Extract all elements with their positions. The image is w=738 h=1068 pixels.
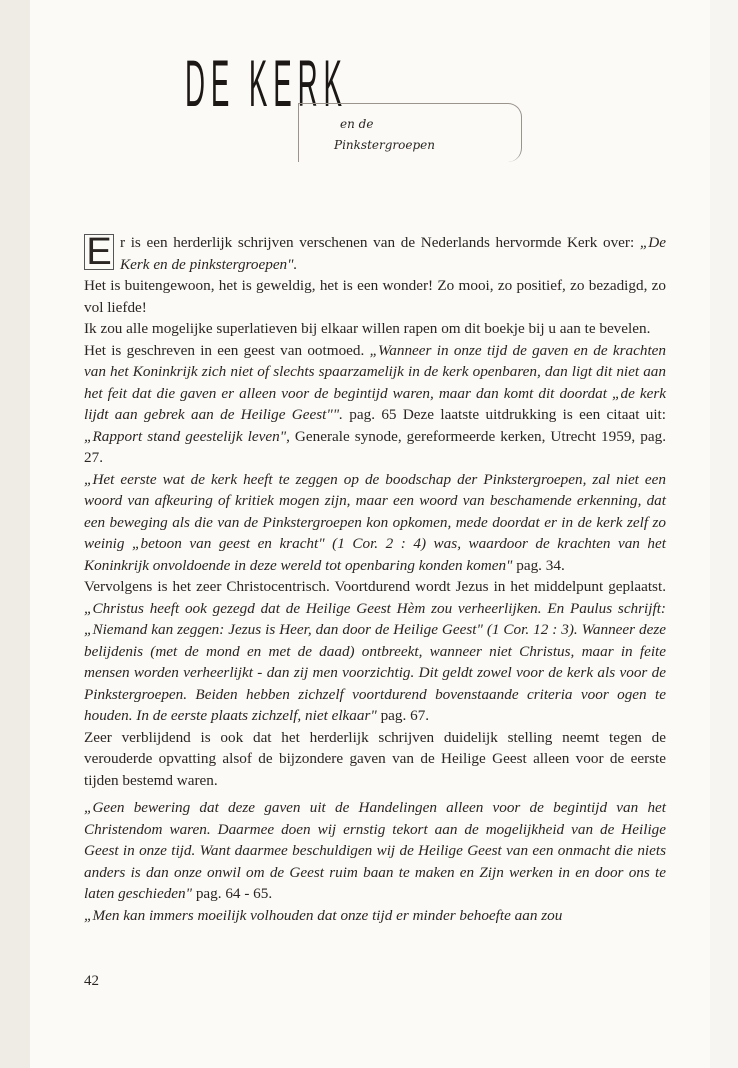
page-edge	[0, 0, 30, 1068]
drop-cap: E	[84, 234, 114, 270]
paragraph-5: „Het eerste wat de kerk heeft te zeggen op de boodschap der Pinkstergroepen, zal niet een woord van afkeuring of kritiek mogen zijn, maar een woord van beschamende erkenning, dat een beweging als die van de Pinkstergroepen kon opkomen, mede doordat er in de kerk zelf zo weinig „betoon van geest en kracht" (1 Cor. 2 : 4) was, waardoor de krachten van het Koninkrijk onvoldoende in deze wereld tot openbaring konden komen" pag. 34.	[84, 470, 666, 574]
article-body	[84, 232, 666, 926]
article-title: DE KERK	[185, 46, 348, 120]
paragraph-1: E r is een herderlijk schrijven verschenen van de Nederlands hervormde Kerk over: „De Kerk en de pinkstergroepen".	[84, 232, 666, 275]
paragraph-2: Het is buitengewoon, het is geweldig, het is een wonder! Zo mooi, zo positief, zo bezadigd, zo vol liefde!	[84, 277, 666, 316]
paragraph-8: „Geen bewering dat deze gaven uit de Handelingen alleen voor de begintijd van het Christendom waren. Daarmee doen wij ernstig tekort aan de mogelijkheid van de Heilige Geest in onze tijd. Want daarmee beschuldigen wij de Heilige Geest van een onmacht die niets anders is dan onze onwil om de Geest ruim baan te maken en Zijn werken in en door ons te laten geschieden" pag. 64 - 65.	[84, 799, 666, 902]
paragraph-3: Ik zou alle mogelijke superlatieven bij elkaar willen rapen om dit boekje bij u aan te bevelen.	[84, 320, 651, 337]
page-number: 42	[84, 973, 99, 989]
paragraph-6: Vervolgens is het zeer Christocentrisch. Voortdurend wordt Jezus in het middelpunt geplaatst. „Christus heeft ook gezegd dat de Heilige Geest Hèm zou verheerlijken. En Paulus schrijft: „Niemand kan zeggen: Jezus is Heer, dan door de Heilige Geest" (1 Cor. 12 : 3). Wanneer deze belijdenis (met de mond en met de daad) ontbreekt, wanneer niet Christus, maar in feite mensen worden verheerlijkt - dan zij men voorzichtig. Dit geldt zowel voor de kerk als voor de Pinkstergroepen. Beiden hebben zichzelf voortdurend bovenstaande criteria voor ogen te houden. In de eerste plaats zichzelf, niet elkaar" pag. 67.	[84, 578, 666, 724]
paragraph-9: „Men kan immers moeilijk volhouden dat onze tijd er minder behoefte aan zou	[84, 906, 563, 924]
title-frame	[298, 103, 522, 162]
subtitle-line-1: en de	[340, 117, 374, 131]
paragraph-4: Het is geschreven in een geest van ootmoed. „Wanneer in onze tijd de gaven en de krachten van het Koninkrijk zich niet of slechts spaarzamelijk in de kerk openbaren, dan ligt dit niet aan het feit dat die gaven er alleen voor de begintijd waren, maar dan komt dit doordat „de kerk lijdt aan gebrek aan de Heilige Geest"". pag. 65 Deze laatste uitdrukking is een citaat uit: „Rapport stand geestelijk leven", Generale synode, gereformeerde kerken, Utrecht 1959, pag. 27.	[84, 341, 666, 466]
subtitle-line-2: Pinkstergroepen	[334, 138, 435, 152]
paragraph-7: Zeer verblijdend is ook dat het herderlijk schrijven duidelijk stelling neemt tegen de verouderde opvatting alsof de bijzondere gaven van de Heilige Geest alleen voor de eerste tijden bestemd waren.	[84, 728, 666, 789]
